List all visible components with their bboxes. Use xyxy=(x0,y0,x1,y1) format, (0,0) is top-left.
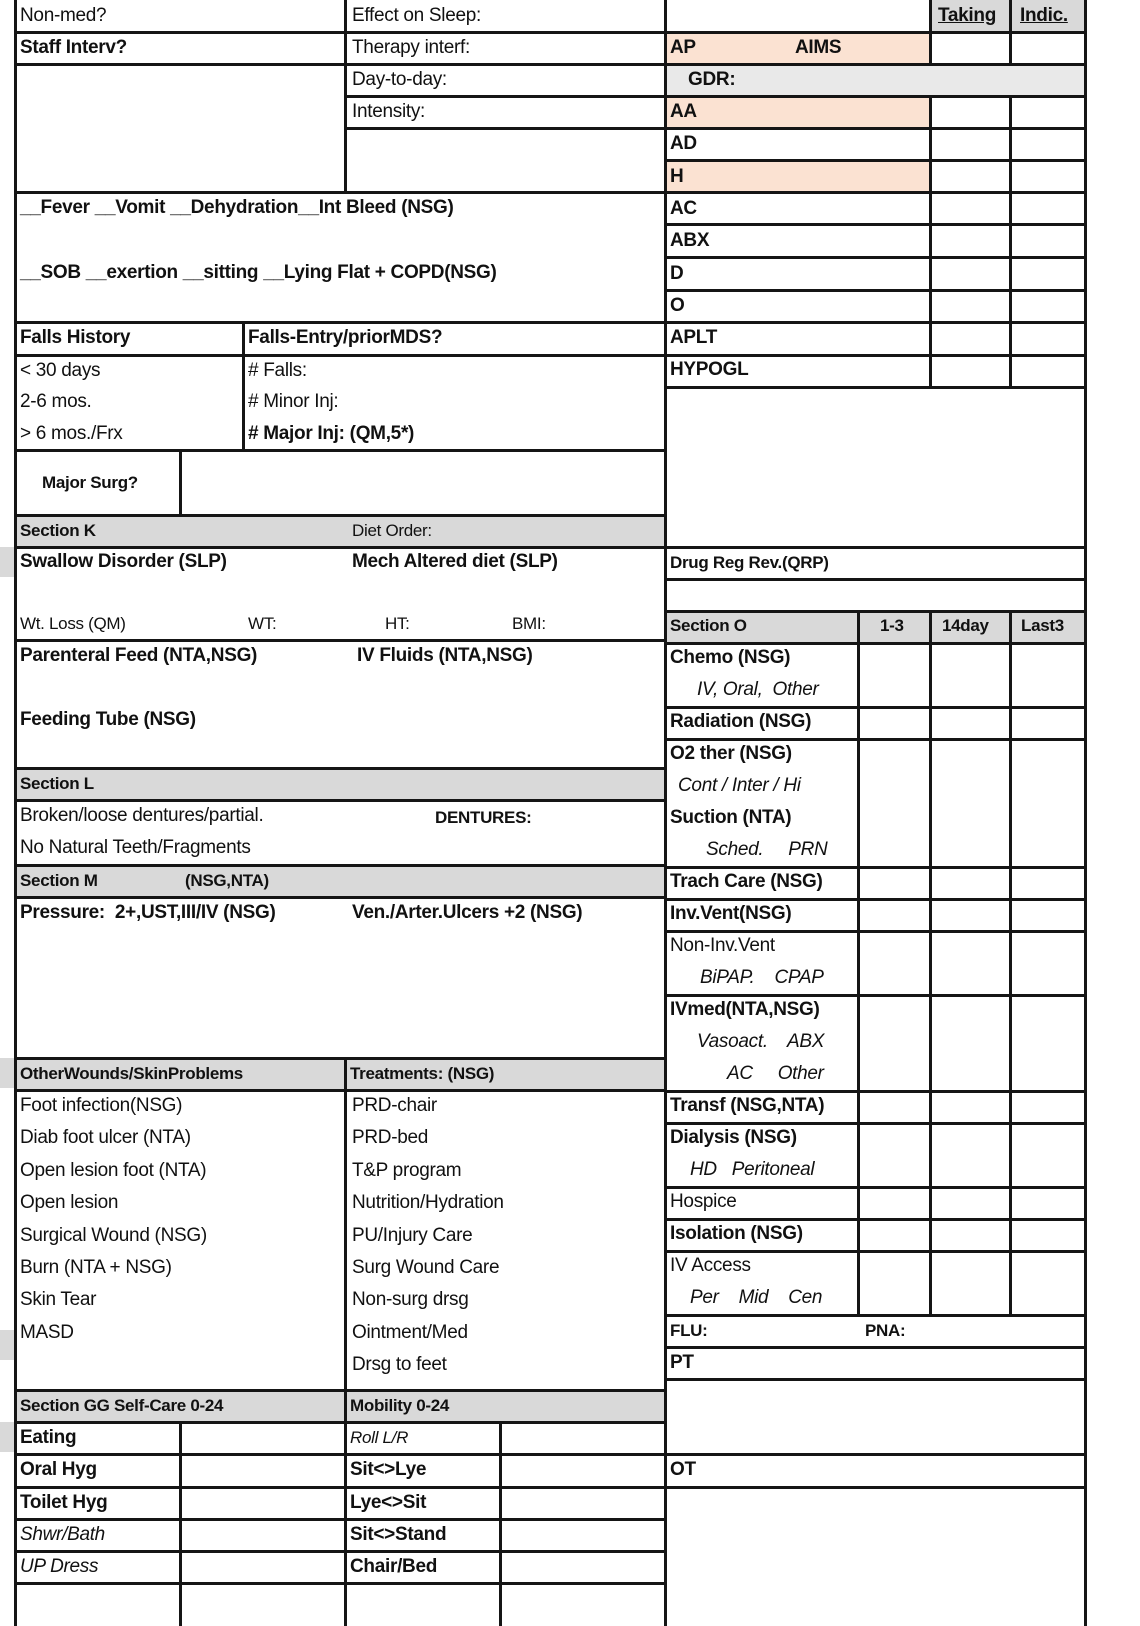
grid-line-horizontal xyxy=(665,1250,1087,1253)
wounds-title-label: OtherWounds/SkinProblems xyxy=(20,1064,243,1083)
treatments-items-7-label: Ointment/Med xyxy=(352,1321,468,1343)
grid-line-horizontal xyxy=(15,1518,667,1521)
section-o-rows-isolation-label: Isolation (NSG) xyxy=(670,1223,803,1244)
gg-self-care-2-label: Toilet Hyg xyxy=(20,1492,108,1513)
grid-line-horizontal xyxy=(15,639,667,642)
grid-line-vertical xyxy=(857,611,860,1315)
aa-row-fill xyxy=(665,96,930,128)
wounds-items-5-label: Burn (NTA + NSG) xyxy=(20,1257,172,1278)
meds-classes-8-label: HYPOGL xyxy=(670,359,749,381)
section-o-rows-suction-sub-label: Sched. PRN xyxy=(706,839,828,860)
falls-counts-0-label: # Falls: xyxy=(248,360,307,381)
grid-line-horizontal xyxy=(665,706,1087,709)
grid-line-horizontal xyxy=(665,31,1087,34)
section-k-fill xyxy=(15,515,665,547)
section-k-bmi-label: BMI: xyxy=(512,614,546,633)
section-m-codes-label: (NSG,NTA) xyxy=(185,871,269,890)
grid-line-vertical xyxy=(664,0,667,1626)
wounds-items-7-label: MASD xyxy=(20,1321,74,1343)
section-k-parenteral-label: Parenteral Feed (NTA,NSG) xyxy=(20,645,258,666)
therapy-pt-label: PT xyxy=(670,1352,694,1373)
grid-line-vertical xyxy=(929,96,932,387)
meds-aims-label: AIMS xyxy=(795,37,842,58)
grid-line-horizontal xyxy=(345,127,667,130)
gg-self-care-1-label: Oral Hyg xyxy=(20,1459,97,1480)
section-k-diet-order-label: Diet Order: xyxy=(352,521,432,540)
section-m-fill xyxy=(15,865,665,897)
section-o-rows-ivmed-label: IVmed(NTA,NSG) xyxy=(670,999,820,1020)
section-o-rows-ivmed-sub1-label: Vasoact. ABX xyxy=(697,1031,825,1052)
section-o-rows-inv-vent-label: Inv.Vent(NSG) xyxy=(670,903,792,924)
wounds-items-0-label: Foot infection(NSG) xyxy=(20,1095,183,1116)
grid-line-horizontal xyxy=(15,514,667,517)
grid-line-horizontal xyxy=(665,1486,1087,1489)
section-k-title-label: Section K xyxy=(20,521,96,540)
treatments-items-4-label: PU/Injury Care xyxy=(352,1224,473,1246)
behavior-day-to-day-label: Day-to-day: xyxy=(352,69,447,90)
section-k-ht-label: HT: xyxy=(385,614,410,633)
grid-line-horizontal xyxy=(15,31,667,34)
treatments-items-8-label: Drsg to feet xyxy=(352,1354,447,1376)
symptoms-line1-label: __Fever __Vomit __Dehydration__Int Bleed (NSG) xyxy=(20,197,454,218)
section-o-rows-trach-label: Trach Care (NSG) xyxy=(670,871,823,892)
section-o-rows-iv-access-sub-label: Per Mid Cen xyxy=(690,1287,823,1308)
grid-line-horizontal xyxy=(15,1089,667,1092)
grid-line-vertical xyxy=(14,0,17,1626)
section-o-rows-dialysis-sub-label: HD Peritoneal xyxy=(690,1159,815,1180)
grid-line-horizontal xyxy=(15,1453,667,1456)
section-l-broken-label: Broken/loose dentures/partial. xyxy=(20,805,264,826)
grid-line-horizontal xyxy=(665,578,1087,581)
section-k-wt-loss-label: Wt. Loss (QM) xyxy=(20,614,126,633)
grid-line-vertical xyxy=(929,611,932,1315)
grid-line-horizontal xyxy=(15,1550,667,1553)
grid-line-horizontal xyxy=(15,191,667,194)
grid-line-horizontal xyxy=(665,642,1087,645)
grid-line-horizontal xyxy=(15,63,667,66)
wounds-items-3-label: Open lesion xyxy=(20,1192,119,1214)
section-l-no-teeth-label: No Natural Teeth/Fragments xyxy=(20,837,251,858)
section-o-rows-chemo-sub-label: IV, Oral, Other xyxy=(697,679,819,700)
grid-line-horizontal xyxy=(665,256,1087,259)
grid-line-horizontal xyxy=(665,898,1087,901)
falls-major-surg-label: Major Surg? xyxy=(42,473,138,492)
vaccines-pna-label: PNA: xyxy=(865,1321,906,1340)
grid-line-horizontal xyxy=(665,386,1087,389)
grid-line-horizontal xyxy=(15,1389,667,1392)
section-o-title-label: Section O xyxy=(670,616,747,635)
grid-line-horizontal xyxy=(665,994,1087,997)
falls-periods-1-label: 2-6 mos. xyxy=(20,391,92,412)
meds-classes-3-label: AC xyxy=(670,197,697,219)
grid-line-horizontal xyxy=(15,799,667,802)
grid-line-horizontal xyxy=(15,896,667,899)
margin-tab xyxy=(0,1422,15,1452)
falls-counts-1-label: # Minor Inj: xyxy=(248,391,339,412)
grid-line-horizontal xyxy=(665,63,1087,66)
gg-mobility-title-label: Mobility 0-24 xyxy=(350,1396,450,1415)
meds-classes-4-label: ABX xyxy=(670,230,710,252)
section-o-cols-2-label: Last3 xyxy=(1021,616,1064,635)
gg-self-care-4-label: UP Dress xyxy=(20,1556,99,1577)
margin-tab xyxy=(0,1058,15,1088)
grid-line-horizontal xyxy=(665,321,1087,324)
grid-line-horizontal xyxy=(665,1218,1087,1221)
section-k-swallow-label: Swallow Disorder (SLP) xyxy=(20,551,227,572)
section-o-rows-non-inv-sub-label: BiPAP. CPAP xyxy=(700,967,824,988)
margin-tab xyxy=(0,547,15,577)
gg-title-label: Section GG Self-Care 0-24 xyxy=(20,1396,224,1415)
vaccines-flu-label: FLU: xyxy=(670,1321,708,1340)
section-o-cols-1-label: 14day xyxy=(942,616,989,635)
gg-mobility-2-label: Lye<>Sit xyxy=(350,1492,427,1513)
gg-mobility-0-label: Roll L/R xyxy=(350,1428,409,1447)
gg-mobility-4-label: Chair/Bed xyxy=(350,1556,438,1577)
section-o-rows-transf-label: Transf (NSG,NTA) xyxy=(670,1095,825,1116)
grid-line-vertical xyxy=(1084,0,1087,1626)
gg-self-care-3-label: Shwr/Bath xyxy=(20,1524,105,1545)
grid-line-horizontal xyxy=(15,1582,667,1585)
meds-classes-2-label: H xyxy=(670,165,684,187)
grid-line-horizontal xyxy=(15,864,667,867)
section-m-pressure-label: Pressure: 2+,UST,III/IV (NSG) xyxy=(20,902,276,923)
wounds-items-6-label: Skin Tear xyxy=(20,1289,97,1311)
treatments-items-6-label: Non-surg drsg xyxy=(352,1289,469,1311)
grid-line-horizontal xyxy=(665,159,1087,162)
grid-line-horizontal xyxy=(665,1346,1087,1349)
grid-line-horizontal xyxy=(665,546,1087,549)
section-k-iv-fluids-label: IV Fluids (NTA,NSG) xyxy=(357,645,533,666)
grid-line-horizontal xyxy=(15,1421,667,1424)
margin-tab xyxy=(0,1330,15,1360)
falls-history-label: Falls History xyxy=(20,327,131,348)
section-o-rows-chemo-label: Chemo (NSG) xyxy=(670,647,791,668)
section-m-venous-label: Ven./Arter.Ulcers +2 (NSG) xyxy=(352,902,583,923)
behavior-intensity-label: Intensity: xyxy=(352,101,426,122)
grid-line-vertical xyxy=(344,1058,347,1626)
section-o-rows-dialysis-label: Dialysis (NSG) xyxy=(670,1127,797,1148)
falls-periods-2-label: > 6 mos./Frx xyxy=(20,423,123,444)
section-o-rows-radiation-label: Radiation (NSG) xyxy=(670,711,812,732)
meds-gdr-label: GDR: xyxy=(688,69,736,90)
section-o-rows-hospice-label: Hospice xyxy=(670,1191,737,1212)
meds-ap-label: AP xyxy=(670,37,696,58)
treatments-title-label: Treatments: (NSG) xyxy=(350,1064,495,1083)
grid-line-horizontal xyxy=(665,1122,1087,1125)
grid-line-horizontal xyxy=(665,95,1087,98)
grid-line-vertical xyxy=(179,450,182,515)
grid-line-horizontal xyxy=(665,610,1087,613)
grid-line-horizontal xyxy=(345,95,667,98)
section-l-fill xyxy=(15,768,665,800)
grid-line-horizontal xyxy=(665,1453,1087,1456)
grid-line-horizontal xyxy=(15,449,667,452)
h-row-fill xyxy=(665,160,930,192)
grid-line-horizontal xyxy=(665,289,1087,292)
section-o-rows-non-inv-label: Non-Inv.Vent xyxy=(670,935,775,956)
grid-line-horizontal xyxy=(665,223,1087,226)
drug-reg-label: Drug Reg Rev.(QRP) xyxy=(670,553,829,572)
section-o-rows-o2-label: O2 ther (NSG) xyxy=(670,743,792,764)
grid-line-horizontal xyxy=(15,1057,667,1060)
section-l-dentures-label: DENTURES: xyxy=(435,808,532,827)
grid-line-horizontal xyxy=(665,1090,1087,1093)
falls-entry-label: Falls-Entry/priorMDS? xyxy=(248,327,443,348)
meds-indic-label: Indic. xyxy=(1020,5,1068,26)
grid-line-horizontal xyxy=(15,1486,667,1489)
symptoms-line2-label: __SOB __exertion __sitting __Lying Flat + COPD(NSG) xyxy=(20,262,497,283)
gg-mobility-3-label: Sit<>Stand xyxy=(350,1524,447,1545)
grid-line-horizontal xyxy=(665,127,1087,130)
treatments-items-1-label: PRD-bed xyxy=(352,1127,429,1149)
wounds-items-1-label: Diab foot ulcer (NTA) xyxy=(20,1127,191,1149)
wounds-items-2-label: Open lesion foot (NTA) xyxy=(20,1159,207,1181)
grid-line-vertical xyxy=(1009,611,1012,1315)
falls-periods-0-label: < 30 days xyxy=(20,360,101,381)
grid-line-horizontal xyxy=(15,767,667,770)
grid-line-horizontal xyxy=(665,738,1087,741)
meds-classes-5-label: D xyxy=(670,262,684,284)
section-k-mech-label: Mech Altered diet (SLP) xyxy=(352,551,558,572)
treatments-items-3-label: Nutrition/Hydration xyxy=(352,1192,504,1214)
grid-line-vertical xyxy=(242,322,245,450)
section-k-feeding-tube-label: Feeding Tube (NSG) xyxy=(20,709,196,730)
section-o-rows-iv-access-label: IV Access xyxy=(670,1255,751,1276)
grid-line-horizontal xyxy=(665,1186,1087,1189)
section-o-rows-ivmed-sub2-label: AC Other xyxy=(727,1063,824,1084)
therapy-ot-label: OT xyxy=(670,1459,696,1480)
grid-line-horizontal xyxy=(665,1314,1087,1317)
grid-line-horizontal xyxy=(665,866,1087,869)
section-o-rows-o2-sub-label: Cont / Inter / Hi xyxy=(678,775,801,796)
gg-mobility-1-label: Sit<>Lye xyxy=(350,1459,427,1480)
gg-self-care-0-label: Eating xyxy=(20,1427,77,1448)
section-m-title-label: Section M xyxy=(20,871,98,890)
treatments-items-0-label: PRD-chair xyxy=(352,1095,437,1116)
meds-taking-label: Taking xyxy=(938,5,997,26)
grid-line-horizontal xyxy=(665,930,1087,933)
grid-line-horizontal xyxy=(665,354,1087,357)
grid-line-horizontal xyxy=(15,546,667,549)
treatments-items-2-label: T&P program xyxy=(352,1159,462,1181)
grid-line-vertical xyxy=(1009,96,1012,387)
behavior-therapy-interf-label: Therapy interf: xyxy=(352,37,470,58)
behavior-effect-sleep-label: Effect on Sleep: xyxy=(352,5,481,26)
grid-line-horizontal xyxy=(665,1378,1087,1381)
meds-classes-6-label: O xyxy=(670,294,685,316)
grid-line-horizontal xyxy=(665,191,1087,194)
meds-classes-7-label: APLT xyxy=(670,327,717,349)
meds-classes-1-label: AD xyxy=(670,133,697,155)
falls-counts-2-label: # Major Inj: (QM,5*) xyxy=(248,423,415,444)
section-o-cols-0-label: 1-3 xyxy=(880,616,904,635)
wounds-items-4-label: Surgical Wound (NSG) xyxy=(20,1224,207,1246)
behavior-staff-interv-label: Staff Interv? xyxy=(20,37,127,58)
section-k-wt-label: WT: xyxy=(248,614,277,633)
section-l-title-label: Section L xyxy=(20,774,94,793)
behavior-non-med-label: Non-med? xyxy=(20,5,107,26)
grid-line-horizontal xyxy=(15,354,667,357)
section-o-rows-suction-label: Suction (NTA) xyxy=(670,807,792,828)
treatments-items-5-label: Surg Wound Care xyxy=(352,1257,500,1278)
meds-classes-0-label: AA xyxy=(670,101,697,122)
grid-line-horizontal xyxy=(15,321,667,324)
